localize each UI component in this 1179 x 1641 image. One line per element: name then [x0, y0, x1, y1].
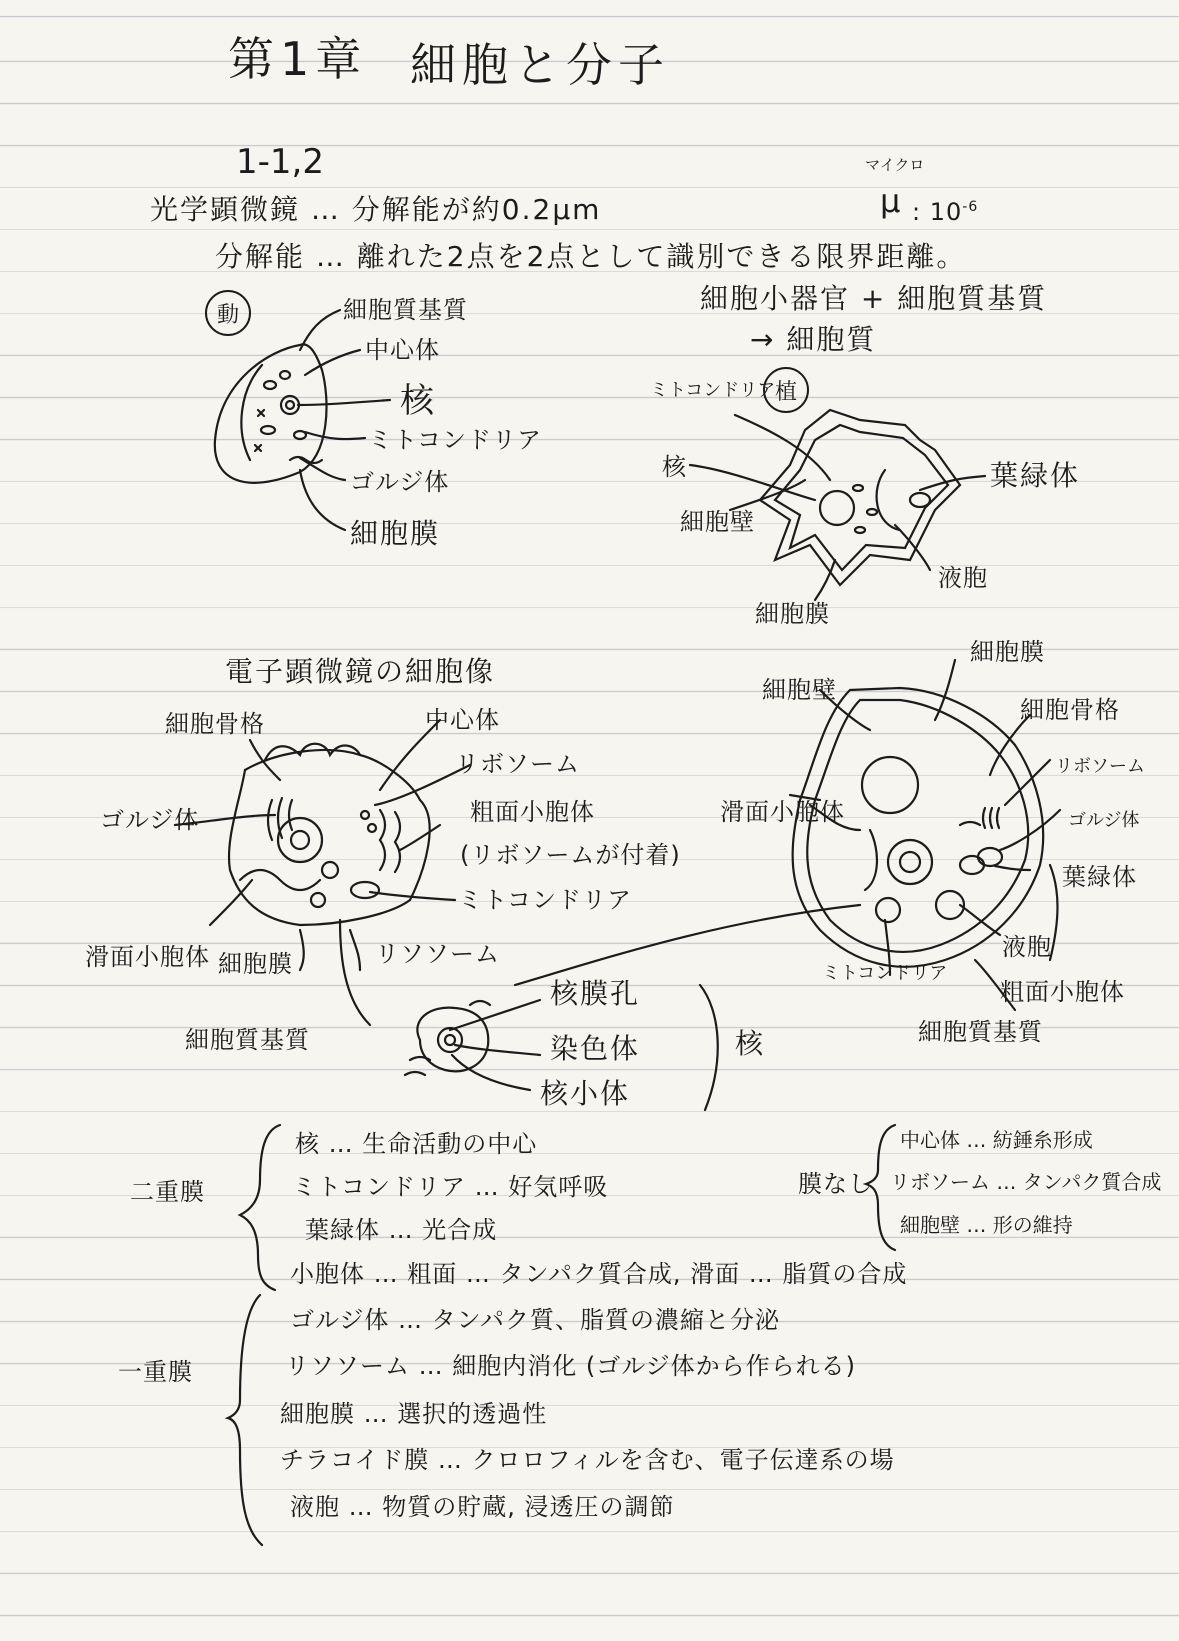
label-em-plant-mitochondria: ミトコンドリア: [822, 963, 948, 984]
animal-cell-lm-drawing: [215, 310, 390, 530]
label-em-plant-vacuole: 液胞: [1002, 933, 1052, 961]
single-membrane-label: 一重膜: [118, 1358, 193, 1386]
no-membrane-label: 膜なし: [798, 1170, 873, 1198]
animal-cell-em-drawing: [175, 720, 470, 1025]
micro-value: : $10^{-6}$: [912, 198, 979, 226]
label-em-animal-centrosome: 中心体: [425, 706, 500, 734]
label-animal-centrosome: 中心体: [365, 336, 440, 364]
label-em-plant-golgi: ゴルジ体: [1068, 810, 1140, 831]
single-item-1: 小胞体 … 粗面 … タンパク質合成, 滑面 … 脂質の合成: [290, 1260, 908, 1288]
label-animal-mitochondria: ミトコンドリア: [368, 426, 543, 454]
cytoplasm-formula: 細胞小器官 + 細胞質基質: [700, 282, 1048, 315]
em-heading: 電子顕微鏡の細胞像: [225, 655, 496, 688]
single-item-6: 液胞 … 物質の貯蔵, 浸透圧の調節: [290, 1493, 675, 1521]
label-em-animal-mitochondria: ミトコンドリア: [458, 886, 633, 914]
chapter-number: 第1章: [228, 32, 368, 86]
label-plant-membrane: 細胞膜: [755, 600, 830, 628]
label-em-plant-membrane: 細胞膜: [970, 638, 1045, 666]
label-em-plant-chloroplast: 葉緑体: [1062, 863, 1137, 891]
nomem-item-3: 細胞壁 … 形の維持: [900, 1213, 1073, 1237]
label-animal-cytoplasm: 細胞質基質: [343, 296, 468, 324]
micro-symbol: μ: [880, 182, 901, 220]
animal-tag: 動: [205, 290, 251, 336]
resolution-line: 光学顕微鏡 … 分解能が約0.2μm: [150, 193, 602, 226]
label-nuclear-pore: 核膜孔: [550, 977, 641, 1010]
cytoplasm-result: → 細胞質: [750, 323, 877, 356]
chapter-title: 細胞と分子: [410, 38, 670, 92]
double-item-2: ミトコンドリア … 好気呼吸: [292, 1173, 609, 1201]
double-membrane-label: 二重膜: [130, 1178, 205, 1206]
label-em-plant-smooth-er: 滑面小胞体: [720, 798, 845, 826]
label-animal-golgi: ゴルジ体: [350, 468, 450, 496]
label-animal-nucleus: 核: [400, 381, 434, 421]
label-plant-vacuole: 液胞: [938, 564, 988, 592]
label-plant-chloroplast: 葉緑体: [990, 459, 1081, 492]
label-animal-membrane: 細胞膜: [350, 517, 441, 550]
double-item-1: 核 … 生命活動の中心: [295, 1130, 538, 1158]
label-em-animal-cytoplasm: 細胞質基質: [185, 1026, 310, 1054]
label-chromatin: 染色体: [550, 1032, 641, 1065]
label-nucleus-group: 核: [735, 1027, 766, 1060]
label-em-animal-smooth-er: 滑面小胞体: [85, 943, 210, 971]
label-em-plant-rough-er: 粗面小胞体: [1000, 978, 1125, 1006]
label-em-animal-golgi: ゴルジ体: [100, 806, 200, 834]
label-em-animal-lysosome: リソソーム: [375, 940, 500, 968]
nomem-item-2: リボソーム … タンパク質合成: [890, 1170, 1162, 1194]
label-plant-mitochondria: ミトコンドリア: [650, 380, 776, 401]
micro-reading: マイクロ: [865, 156, 925, 174]
label-nucleolus: 核小体: [540, 1077, 631, 1110]
single-item-4: 細胞膜 … 選択的透過性: [280, 1400, 548, 1428]
plant-cell-em-drawing: [515, 660, 1060, 1010]
double-item-3: 葉緑体 … 光合成: [305, 1216, 498, 1244]
label-plant-wall: 細胞壁: [680, 508, 755, 536]
plant-tag: 植: [763, 367, 809, 413]
label-em-plant-wall: 細胞壁: [762, 676, 837, 704]
section-number: 1-1,2: [236, 142, 324, 182]
label-em-plant-cytoskeleton: 細胞骨格: [1020, 696, 1120, 724]
single-item-2: ゴルジ体 … タンパク質、脂質の濃縮と分泌: [290, 1306, 780, 1334]
label-em-plant-ribosome: リボソーム: [1055, 756, 1145, 777]
resolution-definition: 分解能 … 離れた2点を2点として識別できる限界距離。: [215, 240, 967, 273]
label-em-plant-cytoplasm: 細胞質基質: [918, 1018, 1043, 1046]
nomem-item-1: 中心体 … 紡錘糸形成: [900, 1128, 1093, 1152]
single-item-3: リソソーム … 細胞内消化 (ゴルジ体から作られる): [285, 1352, 857, 1380]
label-plant-nucleus: 核: [662, 453, 687, 481]
label-em-animal-ribosome: リボソーム: [455, 750, 580, 778]
single-item-5: チラコイド膜 … クロロフィルを含む、電子伝達系の場: [280, 1446, 895, 1474]
label-em-animal-rough-er-note: (リボソームが付着): [460, 841, 681, 869]
label-em-animal-rough-er: 粗面小胞体: [470, 798, 595, 826]
label-em-animal-cytoskeleton: 細胞骨格: [165, 710, 265, 738]
label-em-animal-membrane: 細胞膜: [218, 950, 293, 978]
